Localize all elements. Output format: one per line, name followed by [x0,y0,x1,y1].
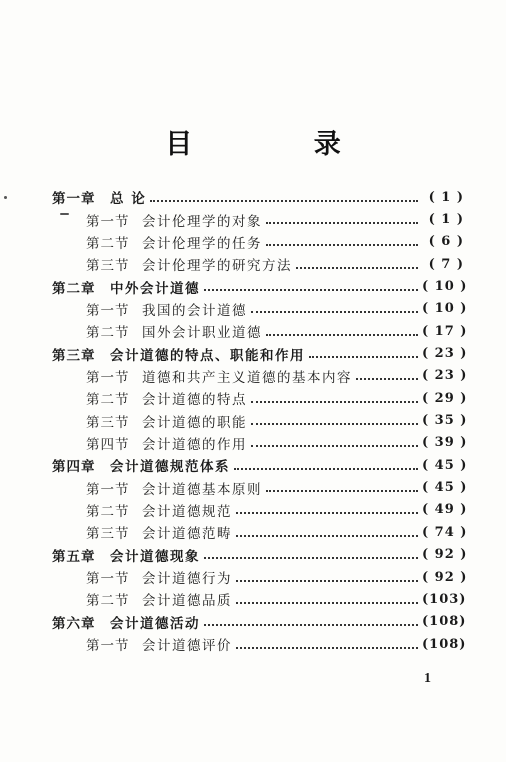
scan-speck [4,196,7,199]
toc-entry-label [86,433,247,453]
dot-leader [266,243,418,246]
section-title: 会计道德行为 [142,571,232,588]
section-number: 第二节 [86,593,130,610]
toc-chapter-entry [52,186,464,208]
dot-leader [236,579,418,582]
page-reference: ( 17 ) [422,323,468,339]
dot-leader [236,646,418,649]
toc-section-entry [52,432,468,454]
page-reference: ( 10 ) [422,301,468,317]
section-number: 第三节 [86,414,130,431]
chapter-title: 总 论 [110,191,147,208]
toc-entry-label [52,344,305,364]
toc-section-entry [52,633,467,655]
section-number: 第三节 [86,258,130,275]
toc-entry-label [52,545,200,565]
page-reference: ( 7 ) [428,256,464,272]
chapter-title: 会计道德现象 [110,548,200,565]
section-number: 第二节 [86,325,130,342]
section-number: 第一节 [86,571,130,588]
chapter-number: 第二章 [52,280,96,297]
dot-leader [296,266,418,269]
page-reference: ( 92 ) [422,547,468,563]
toc-chapter-entry [52,342,468,364]
section-number: 第一节 [86,638,130,655]
chapter-number: 第五章 [52,548,96,565]
toc-entry-label [86,478,262,498]
page-reference: ( 45 ) [422,480,468,496]
scan-speck [60,213,69,215]
page-reference: ( 6 ) [428,234,464,250]
page-reference: (108) [422,636,467,652]
toc-chapter-entry [52,454,468,476]
dot-leader [251,400,418,403]
dot-leader [266,221,418,224]
dot-leader [266,333,418,336]
toc-section-entry [52,588,467,610]
toc-section-entry [52,208,464,230]
dot-leader [236,511,418,514]
section-title: 会计道德规范 [142,503,232,520]
toc-entry-label [86,589,232,609]
section-number: 第四节 [86,436,130,453]
toc-section-entry [52,499,468,521]
toc-entry-label [86,500,232,520]
page-number: 1 [424,671,431,686]
page-reference: ( 1 ) [428,212,464,228]
section-number: 第二节 [86,503,130,520]
toc-entry-label [52,187,146,207]
chapter-title: 会计道德活动 [110,615,200,632]
toc-section-entry [52,231,464,253]
section-number: 第一节 [86,302,130,319]
section-title: 国外会计职业道德 [142,325,262,342]
section-title: 道德和共产主义道德的基本内容 [142,369,352,386]
section-number: 第二节 [86,392,130,409]
toc-entry-label [86,634,232,654]
toc-entry-label [86,411,247,431]
dot-leader [236,601,418,604]
page-reference: ( 23 ) [422,346,468,362]
dot-leader [356,377,418,380]
section-title: 会计道德基本原则 [142,481,262,498]
dot-leader [309,355,418,358]
toc-entry-label [52,455,230,475]
section-title: 会计伦理学的任务 [142,235,262,252]
chapter-number: 第三章 [52,347,96,364]
dot-leader [204,556,418,559]
section-title: 会计道德的职能 [142,414,247,431]
toc-section-entry [52,253,464,275]
chapter-number: 第六章 [52,615,96,632]
dot-leader [251,310,418,313]
page-reference: (108) [422,614,467,630]
dot-leader [266,489,418,492]
dot-leader [204,288,418,291]
toc-entry-label [86,321,262,341]
toc-entry-label [86,522,232,542]
toc-chapter-entry [52,544,468,566]
page-reference: ( 23 ) [422,368,468,384]
section-title: 我国的会计道德 [142,302,247,319]
chapter-number: 第一章 [52,191,96,208]
page-reference: ( 35 ) [422,413,468,429]
section-title: 会计道德品质 [142,593,232,610]
section-title: 会计道德的特点 [142,392,247,409]
dot-leader [150,199,418,202]
toc-entry-label [86,254,292,274]
toc-section-entry [52,566,468,588]
page-reference: (103) [422,591,467,607]
toc-chapter-entry [52,275,468,297]
page-reference: ( 29 ) [422,390,468,406]
section-title: 会计伦理学的对象 [142,213,262,230]
toc-entry-label [86,567,232,587]
toc-section-entry [52,476,468,498]
dot-leader [251,422,418,425]
section-number: 第一节 [86,481,130,498]
toc-entry-label [86,366,352,386]
page-reference: ( 74 ) [422,524,468,540]
dot-leader [251,444,418,447]
page-reference: ( 45 ) [422,457,468,473]
toc-section-entry [52,409,468,431]
section-number: 第一节 [86,369,130,386]
page-reference: ( 49 ) [422,502,468,518]
toc-entry-label [52,277,200,297]
table-of-contents [52,186,468,655]
toc-section-entry [52,365,468,387]
toc-section-entry [52,320,468,342]
dot-leader [234,467,418,470]
toc-section-entry [52,298,468,320]
toc-section-entry [52,521,468,543]
toc-entry-label [86,388,247,408]
chapter-title: 中外会计道德 [110,280,200,297]
toc-chapter-entry [52,611,467,633]
section-title: 会计道德范畴 [142,526,232,543]
page-reference: ( 92 ) [422,569,468,585]
toc-entry-label [86,232,262,252]
chapter-title: 会计道德的特点、职能和作用 [110,347,305,364]
toc-section-entry [52,387,468,409]
section-title: 会计道德的作用 [142,436,247,453]
toc-entry-label [86,210,262,230]
section-number: 第一节 [86,213,130,230]
chapter-number: 第四章 [52,459,96,476]
page-title: 目 录 [165,129,397,160]
section-title: 会计道德评价 [142,638,232,655]
page-reference: ( 39 ) [422,435,468,451]
section-title: 会计伦理学的研究方法 [142,258,292,275]
toc-entry-label [86,299,247,319]
toc-entry-label [52,612,200,632]
chapter-title: 会计道德规范体系 [110,459,230,476]
dot-leader [236,534,418,537]
page-reference: ( 10 ) [422,279,468,295]
dot-leader [204,623,418,626]
section-number: 第三节 [86,526,130,543]
page-reference: ( 1 ) [428,189,464,205]
section-number: 第二节 [86,235,130,252]
